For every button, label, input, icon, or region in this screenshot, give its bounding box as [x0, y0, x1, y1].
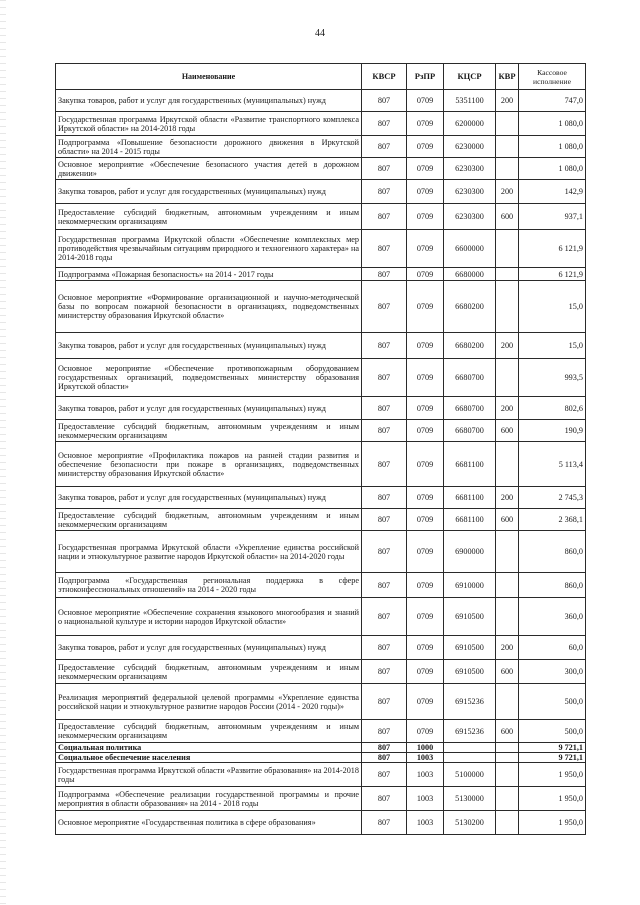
row-name: Государственная программа Иркутской области «Развитие образования» на 2014-2018 годы [56, 763, 362, 787]
row-kcsr: 6230000 [444, 136, 496, 158]
row-kvr [496, 753, 519, 763]
row-kvr [496, 684, 519, 720]
row-amount: 360,0 [519, 598, 586, 636]
row-amount: 500,0 [519, 720, 586, 743]
header-kvsr: КВСР [362, 64, 407, 90]
row-kcsr: 6910500 [444, 598, 496, 636]
row-rzpr: 0709 [407, 112, 444, 136]
table-row [56, 112, 586, 136]
row-name: Закупка товаров, работ и услуг для государственных (муниципальных) нужд [56, 333, 362, 359]
row-kcsr: 6910000 [444, 573, 496, 598]
row-kcsr: 5130000 [444, 787, 496, 811]
table-row [56, 420, 586, 442]
row-amount: 15,0 [519, 281, 586, 333]
row-kvsr: 807 [362, 509, 407, 531]
row-kvr: 600 [496, 660, 519, 684]
row-rzpr: 0709 [407, 531, 444, 573]
row-kcsr: 6680000 [444, 268, 496, 281]
row-kcsr: 6230300 [444, 158, 496, 180]
row-kvsr: 807 [362, 158, 407, 180]
row-kvr [496, 158, 519, 180]
row-kvr: 600 [496, 720, 519, 743]
row-rzpr: 0709 [407, 268, 444, 281]
table-row [56, 531, 586, 573]
row-kcsr: 6200000 [444, 112, 496, 136]
row-name: Социальная политика [56, 743, 362, 753]
row-kvr [496, 531, 519, 573]
row-rzpr: 0709 [407, 359, 444, 397]
row-kcsr: 6915236 [444, 720, 496, 743]
table-row [56, 763, 586, 787]
row-name: Основное мероприятие «Формирование организационной и научно-методической базы по вопросам пожарной безопасности в организациях, подведомственных министерству образования Иркутской области» [56, 281, 362, 333]
table-row [56, 397, 586, 420]
row-kcsr: 6681100 [444, 487, 496, 509]
table-row [56, 684, 586, 720]
row-name: Закупка товаров, работ и услуг для государственных (муниципальных) нужд [56, 90, 362, 112]
row-name: Закупка товаров, работ и услуг для государственных (муниципальных) нужд [56, 180, 362, 204]
row-kcsr: 6230300 [444, 180, 496, 204]
row-name: Основное мероприятие «Обеспечение безопасного участия детей в дорожном движении» [56, 158, 362, 180]
row-kvsr: 807 [362, 811, 407, 835]
row-kvsr: 807 [362, 660, 407, 684]
row-kvsr: 807 [362, 112, 407, 136]
row-name: Основное мероприятие «Профилактика пожаров на ранней стадии развития и обеспечение безопасности при пожаре в организациях, подведомственных министерству образования Иркутской области» [56, 442, 362, 487]
row-name: Подпрограмма «Обеспечение реализации государственной программы и прочие мероприятия в области образования» на 2014 - 2018 годы [56, 787, 362, 811]
row-amount: 860,0 [519, 531, 586, 573]
row-kvsr: 807 [362, 531, 407, 573]
row-amount: 9 721,1 [519, 743, 586, 753]
row-amount: 1 950,0 [519, 811, 586, 835]
row-name: Социальное обеспечение населения [56, 753, 362, 763]
row-kvsr: 807 [362, 333, 407, 359]
table-row [56, 359, 586, 397]
row-amount: 1 950,0 [519, 787, 586, 811]
row-kvr: 200 [496, 333, 519, 359]
row-kvsr: 807 [362, 180, 407, 204]
row-name: Подпрограмма «Государственная региональная поддержка в сфере этноконфессиональных отношений» на 2014 - 2020 годы [56, 573, 362, 598]
table-header-row [56, 64, 586, 90]
row-amount: 1 950,0 [519, 763, 586, 787]
table-row [56, 442, 586, 487]
row-kvsr: 807 [362, 230, 407, 268]
row-kcsr [444, 753, 496, 763]
header-kcsr: КЦСР [444, 64, 496, 90]
table-row [56, 90, 586, 112]
table-row [56, 598, 586, 636]
row-kvsr: 807 [362, 573, 407, 598]
header-rzpr: РзПР [407, 64, 444, 90]
row-amount: 993,5 [519, 359, 586, 397]
row-kvsr: 807 [362, 787, 407, 811]
row-rzpr: 0709 [407, 660, 444, 684]
row-amount: 2 745,3 [519, 487, 586, 509]
row-rzpr: 1003 [407, 811, 444, 835]
row-kvr: 200 [496, 636, 519, 660]
table-row [56, 573, 586, 598]
row-name: Основное мероприятие «Государственная политика в сфере образования» [56, 811, 362, 835]
row-kvr: 600 [496, 420, 519, 442]
row-rzpr: 0709 [407, 420, 444, 442]
row-kvsr: 807 [362, 636, 407, 660]
row-amount: 15,0 [519, 333, 586, 359]
row-amount: 6 121,9 [519, 268, 586, 281]
row-rzpr: 1003 [407, 753, 444, 763]
row-kcsr: 5351100 [444, 90, 496, 112]
row-amount: 1 080,0 [519, 136, 586, 158]
row-kvr: 200 [496, 397, 519, 420]
row-kvsr: 807 [362, 720, 407, 743]
row-amount: 9 721,1 [519, 753, 586, 763]
row-rzpr: 0709 [407, 230, 444, 268]
table-row [56, 136, 586, 158]
row-name: Государственная программа Иркутской области «Укрепление единства российской нации и этнокультурное развитие народов Иркутской области» на 2014-2020 годы [56, 531, 362, 573]
table-row [56, 281, 586, 333]
row-kcsr: 6680200 [444, 333, 496, 359]
row-rzpr: 0709 [407, 158, 444, 180]
row-kvr [496, 136, 519, 158]
row-name: Предоставление субсидий бюджетным, автономным учреждениям и иным некоммерческим организациям [56, 204, 362, 230]
row-kvsr: 807 [362, 684, 407, 720]
row-rzpr: 0709 [407, 598, 444, 636]
table-row [56, 268, 586, 281]
row-rzpr: 0709 [407, 204, 444, 230]
header-execution: Кассовое исполнение [519, 64, 586, 90]
row-kcsr: 6680700 [444, 420, 496, 442]
row-rzpr: 0709 [407, 487, 444, 509]
row-kvr [496, 811, 519, 835]
row-kvr: 200 [496, 180, 519, 204]
row-name: Закупка товаров, работ и услуг для государственных (муниципальных) нужд [56, 487, 362, 509]
row-amount: 300,0 [519, 660, 586, 684]
row-kvr [496, 598, 519, 636]
row-amount: 937,1 [519, 204, 586, 230]
row-name: Государственная программа Иркутской области «Развитие транспортного комплекса Иркутской области» на 2014-2018 годы [56, 112, 362, 136]
row-amount: 1 080,0 [519, 158, 586, 180]
table-row [56, 333, 586, 359]
row-rzpr: 1003 [407, 787, 444, 811]
row-amount: 60,0 [519, 636, 586, 660]
table-row [56, 158, 586, 180]
row-name: Предоставление субсидий бюджетным, автономным учреждениям и иным некоммерческим организациям [56, 420, 362, 442]
row-kvsr: 807 [362, 359, 407, 397]
row-kvsr: 807 [362, 442, 407, 487]
row-rzpr: 0709 [407, 136, 444, 158]
budget-execution-table [55, 63, 586, 835]
row-amount: 1 080,0 [519, 112, 586, 136]
row-amount: 5 113,4 [519, 442, 586, 487]
row-kvr [496, 763, 519, 787]
row-kvsr: 807 [362, 268, 407, 281]
row-rzpr: 0709 [407, 684, 444, 720]
row-name: Реализация мероприятий федеральной целевой программы «Укрепление единства российской нации и этнокультурное развитие народов России (2014 - 2020 годы)» [56, 684, 362, 720]
row-kcsr: 6910500 [444, 636, 496, 660]
table-row [56, 636, 586, 660]
row-kvsr: 807 [362, 397, 407, 420]
row-amount: 6 121,9 [519, 230, 586, 268]
row-rzpr: 0709 [407, 90, 444, 112]
row-kcsr: 6600000 [444, 230, 496, 268]
row-kcsr: 5130200 [444, 811, 496, 835]
row-name: Закупка товаров, работ и услуг для государственных (муниципальных) нужд [56, 397, 362, 420]
header-name: Наименование [56, 64, 362, 90]
row-amount: 747,0 [519, 90, 586, 112]
row-name: Предоставление субсидий бюджетным, автономным учреждениям и иным некоммерческим организациям [56, 720, 362, 743]
row-name: Закупка товаров, работ и услуг для государственных (муниципальных) нужд [56, 636, 362, 660]
row-kcsr: 6680200 [444, 281, 496, 333]
table-row [56, 660, 586, 684]
row-kvsr: 807 [362, 204, 407, 230]
row-kvr: 200 [496, 487, 519, 509]
table-row [56, 753, 586, 763]
row-rzpr: 0709 [407, 509, 444, 531]
row-name: Подпрограмма «Пожарная безопасность» на 2014 - 2017 годы [56, 268, 362, 281]
row-kvr [496, 573, 519, 598]
row-kvr: 200 [496, 90, 519, 112]
row-name: Предоставление субсидий бюджетным, автономным учреждениям и иным некоммерческим организациям [56, 660, 362, 684]
table-row [56, 487, 586, 509]
row-kvr [496, 743, 519, 753]
row-kvr [496, 442, 519, 487]
row-amount: 860,0 [519, 573, 586, 598]
row-rzpr: 0709 [407, 333, 444, 359]
row-amount: 802,6 [519, 397, 586, 420]
row-rzpr: 1000 [407, 743, 444, 753]
row-rzpr: 0709 [407, 636, 444, 660]
row-kvsr: 807 [362, 753, 407, 763]
table-row [56, 204, 586, 230]
table-row [56, 787, 586, 811]
table-row [56, 743, 586, 753]
row-kvr: 600 [496, 204, 519, 230]
table-row [56, 180, 586, 204]
row-kvr [496, 268, 519, 281]
row-kcsr: 6681100 [444, 442, 496, 487]
row-kvsr: 807 [362, 743, 407, 753]
scan-edge-artifact [0, 0, 6, 905]
row-name: Подпрограмма «Повышение безопасности дорожного движения в Иркутской области» на 2014 - 2015 годы [56, 136, 362, 158]
row-rzpr: 0709 [407, 397, 444, 420]
row-amount: 500,0 [519, 684, 586, 720]
row-kvsr: 807 [362, 136, 407, 158]
row-rzpr: 0709 [407, 442, 444, 487]
row-kcsr: 6680700 [444, 397, 496, 420]
row-kcsr [444, 743, 496, 753]
row-kcsr: 6900000 [444, 531, 496, 573]
row-kcsr: 6230300 [444, 204, 496, 230]
row-rzpr: 0709 [407, 720, 444, 743]
row-kvsr: 807 [362, 90, 407, 112]
page-number: 44 [315, 28, 325, 39]
row-name: Предоставление субсидий бюджетным, автономным учреждениям и иным некоммерческим организациям [56, 509, 362, 531]
row-kvr [496, 230, 519, 268]
header-kvr: КВР [496, 64, 519, 90]
row-name: Основное мероприятие «Обеспечение сохранения языкового многообразия и знаний о национальной культуре и истории народов Иркутской области» [56, 598, 362, 636]
table-row [56, 720, 586, 743]
row-kvr [496, 281, 519, 333]
row-name: Основное мероприятие «Обеспечение противопожарным оборудованием государственных организаций, подведомственных министерству образования Иркутской области» [56, 359, 362, 397]
row-amount: 2 368,1 [519, 509, 586, 531]
row-kvsr: 807 [362, 598, 407, 636]
row-rzpr: 1003 [407, 763, 444, 787]
row-kvr: 600 [496, 509, 519, 531]
row-amount: 190,9 [519, 420, 586, 442]
table-row [56, 509, 586, 531]
row-rzpr: 0709 [407, 573, 444, 598]
row-kcsr: 6915236 [444, 684, 496, 720]
row-kvr [496, 112, 519, 136]
row-kcsr: 6910500 [444, 660, 496, 684]
row-rzpr: 0709 [407, 180, 444, 204]
row-kvsr: 807 [362, 763, 407, 787]
row-name: Государственная программа Иркутской области «Обеспечение комплексных мер противодействия чрезвычайным ситуациям природного и техногенного характера» на 2014-2018 годы [56, 230, 362, 268]
row-amount: 142,9 [519, 180, 586, 204]
table-row [56, 811, 586, 835]
row-kcsr: 6681100 [444, 509, 496, 531]
row-kvsr: 807 [362, 487, 407, 509]
table-body [56, 90, 586, 835]
row-kvr [496, 359, 519, 397]
table-row [56, 230, 586, 268]
row-rzpr: 0709 [407, 281, 444, 333]
row-kvsr: 807 [362, 420, 407, 442]
row-kcsr: 5100000 [444, 763, 496, 787]
row-kcsr: 6680700 [444, 359, 496, 397]
row-kvr [496, 787, 519, 811]
row-kvsr: 807 [362, 281, 407, 333]
